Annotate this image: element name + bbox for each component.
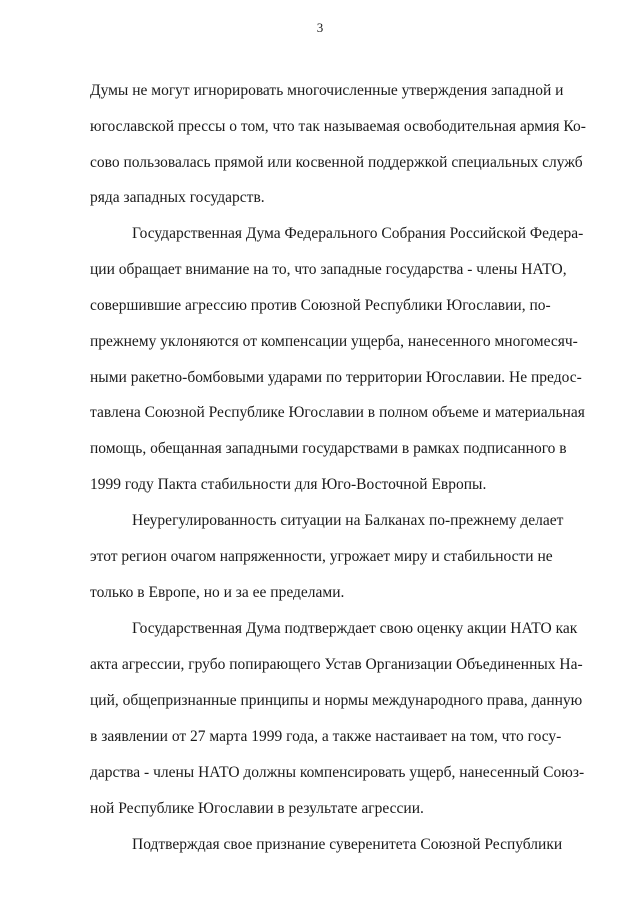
page-number: 3 [316,20,324,35]
text-line: Подтверждая свое признание суверенитета Союзной Республики [132,836,563,853]
text-line: акта агрессии, грубо попирающего Устав Организации Объединенных На- [90,656,583,673]
text-line: тавлена Союзной Республике Югославии в полном объеме и материальная [90,404,585,421]
text-line: ной Республике Югославии в результате агрессии. [90,800,424,817]
text-line: ции обращает внимание на то, что западные государства - члены НАТО, [90,261,567,278]
text-line: югославской прессы о том, что так называемая освободительная армия Ко- [90,118,586,135]
text-line: 1999 году Пакта стабильности для Юго-Восточной Европы. [90,476,487,493]
text-line: Государственная Дума Федерального Собрания Российской Федера- [132,225,584,242]
text-line: прежнему уклоняются от компенсации ущерба, нанесенного многомесяч- [90,333,578,350]
text-line: Думы не могут игнорировать многочисленные утверждения западной и [90,82,564,99]
text-line: дарства - члены НАТО должны компенсировать ущерб, нанесенный Союз- [90,764,585,781]
text-line: этот регион очагом напряженности, угрожает миру и стабильности не [90,548,553,565]
text-line: помощь, обещанная западными государствами в рамках подписанного в [90,440,567,457]
text-line: совершившие агрессию против Союзной Республики Югославии, по- [90,297,551,314]
text-line: в заявлении от 27 марта 1999 года, а также настаивает на том, что госу- [90,728,562,745]
text-line: ряда западных государств. [90,189,265,206]
text-line: только в Европе, но и за ее пределами. [90,584,345,601]
text-line: сово пользовалась прямой или косвенной поддержкой специальных служб [90,154,583,171]
text-line: Государственная Дума подтверждает свою оценку акции НАТО как [132,620,578,637]
text-line: ций, общепризнанные принципы и нормы международного права, данную [90,692,583,709]
text-line: ными ракетно-бомбовыми ударами по территории Югославии. Не предос- [90,369,582,386]
text-line: Неурегулированность ситуации на Балканах по-прежнему делает [132,512,564,529]
